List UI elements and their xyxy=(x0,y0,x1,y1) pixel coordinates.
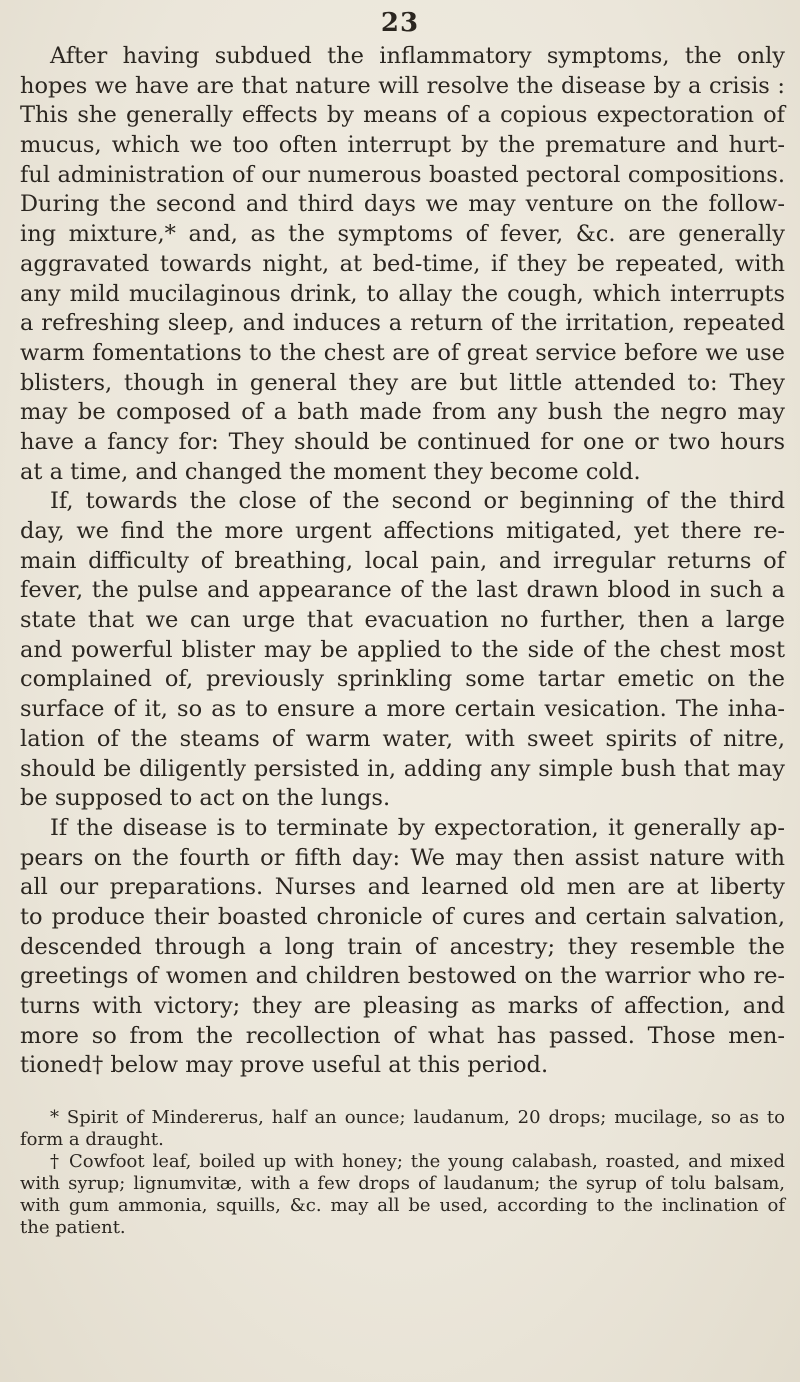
text-line: During the second and third days we may venture on the follow- xyxy=(20,191,785,218)
text-line: After having subdued the inflammatory symptoms, the only xyxy=(50,43,785,69)
text-line: all our preparations. Nurses and learned old men are at liberty xyxy=(20,874,785,901)
text-line: a refreshing sleep, and induces a return of the irritation, repeated xyxy=(20,310,785,337)
page-number: 23 xyxy=(380,8,420,38)
footnotes xyxy=(20,1107,785,1239)
text-line: should be diligently persisted in, adding any simple bush that may xyxy=(20,755,785,782)
body-text xyxy=(20,42,785,1239)
text-line: hopes we have are that nature will resolve the disease by a crisis : xyxy=(20,72,785,99)
text-line: If the disease is to terminate by expectoration, it generally ap- xyxy=(50,814,785,841)
text-line: blisters, though in general they are but little attended to: They xyxy=(20,369,785,396)
text-line: day, we find the more urgent affections mitigated, yet there re- xyxy=(20,518,785,544)
footnote-separator xyxy=(20,1081,785,1107)
text-line: to produce their boasted chronicle of cures and certain salvation, xyxy=(20,903,785,930)
text-line: This she generally effects by means of a copious expectoration of xyxy=(20,102,785,129)
footnote-line: form a draught. xyxy=(20,1129,164,1151)
text-line: have a fancy for: They should be continued for one or two hours xyxy=(20,428,785,455)
text-line: at a time, and changed the moment they become cold. xyxy=(20,458,641,485)
text-line: tioned† below may prove useful at this period. xyxy=(20,1052,549,1079)
footnote-line: with syrup; lignumvitæ, with a few drops of laudanum; the syrup of tolu balsam, xyxy=(20,1173,785,1195)
text-line: pears on the fourth or fifth day: We may then assist nature with xyxy=(20,844,785,871)
text-line: state that we can urge that evacuation no further, then a large xyxy=(20,607,785,634)
text-line: be supposed to act on the lungs. xyxy=(20,785,391,812)
text-line: mucus, which we too often interrupt by the premature and hurt- xyxy=(20,132,785,159)
text-line: surface of it, so as to ensure a more certain vesication. The inha- xyxy=(20,696,785,723)
text-line: greetings of women and children bestowed on the warrior who re- xyxy=(20,963,785,990)
text-line: complained of, previously sprinkling some tartar emetic on the xyxy=(20,666,785,693)
text-line: descended through a long train of ancestry; they resemble the xyxy=(20,933,785,960)
text-line: ful administration of our numerous boasted pectoral compositions. xyxy=(20,161,785,188)
footnote-line: † Cowfoot leaf, boiled up with honey; the young calabash, roasted, and mixed xyxy=(50,1151,785,1173)
footnote-line: * Spirit of Mindererus, half an ounce; laudanum, 20 drops; mucilage, so as to xyxy=(50,1107,785,1129)
footnote-line: the patient. xyxy=(20,1217,126,1239)
main-paragraphs xyxy=(20,42,785,1081)
text-line: If, towards the close of the second or beginning of the third xyxy=(50,488,785,515)
text-line: more so from the recollection of what has passed. Those men- xyxy=(20,1022,785,1049)
text-line: aggravated towards night, at bed-time, if they be repeated, with xyxy=(20,250,785,277)
text-line: fever, the pulse and appearance of the last drawn blood in such a xyxy=(20,577,785,604)
text-line: turns with victory; they are pleasing as marks of affection, and xyxy=(20,993,785,1019)
text-line: any mild mucilaginous drink, to allay the cough, which interrupts xyxy=(20,280,785,307)
text-line: warm fomentations to the chest are of great service before we use xyxy=(20,339,785,366)
text-line: ing mixture,* and, as the symptoms of fever, &c. are generally xyxy=(20,221,785,248)
text-line: and powerful blister may be applied to the side of the chest most xyxy=(20,636,785,663)
footnote-line: with gum ammonia, squills, &c. may all be used, according to the inclination of xyxy=(20,1195,785,1217)
text-line: main difficulty of breathing, local pain, and irregular returns of xyxy=(20,547,785,574)
text-line: lation of the steams of warm water, with sweet spirits of nitre, xyxy=(20,725,785,752)
text-line: may be composed of a bath made from any bush the negro may xyxy=(20,399,785,426)
